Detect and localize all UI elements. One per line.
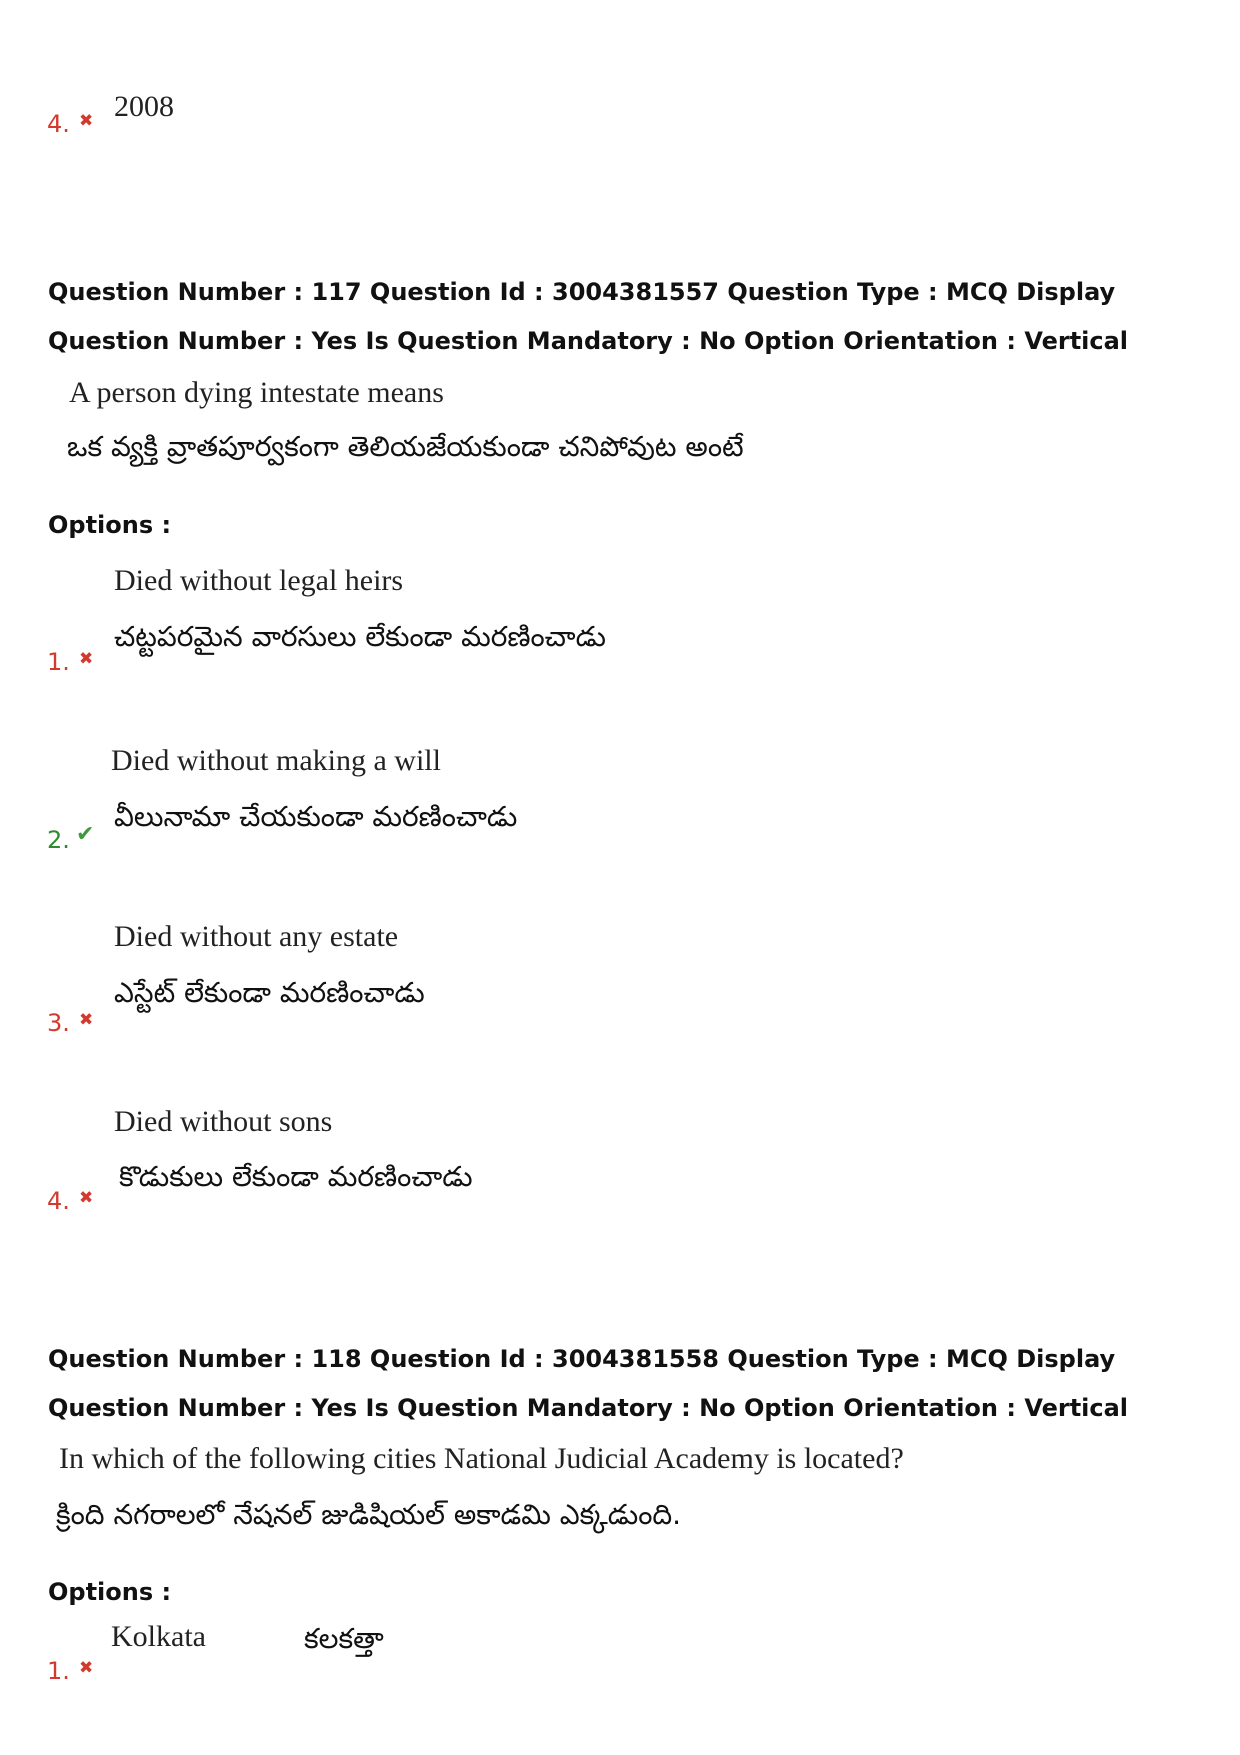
option-number: 1. [47,1657,70,1685]
option-text-te: చట్టపరమైన వారసులు లేకుండా మరణించాడు [114,620,606,653]
question-text-te-118: క్రింది నగరాలలో నేషనల్ జుడిషియల్ అకాడమి ఎక్కడుంది. [56,1498,682,1531]
option-number: 4. [47,1187,70,1215]
wrong-mark-icon: ✖ [79,111,94,131]
question-text-en-118: In which of the following cities National Judicial Academy is located? [59,1442,904,1475]
option-text-en: Died without making a will [111,744,441,777]
option-text-en: Died without any estate [114,920,399,953]
wrong-mark-icon: ✖ [79,1188,94,1208]
option-number: 1. [47,648,70,676]
question-text-en-117: A person dying intestate means [69,376,444,409]
option-number: 2. [47,826,70,854]
option-text-te: కొడుకులు లేకుండా మరణించాడు [119,1160,473,1193]
options-label: Options : [48,1578,172,1606]
option-text: 2008 [114,90,174,123]
option-text-en: Died without legal heirs [114,564,404,597]
option-text-te: కలకత్తా [304,1622,384,1655]
correct-check-icon: ✔ [76,822,95,847]
question-meta-118: Question Number : 118 Question Id : 3004381558 Question Type : MCQ Display Question Number : Yes Is Question Mandatory : No Option Orientation : Vertical [48,1345,1129,1422]
option-text-en: Died without sons [114,1105,333,1138]
option-number: 4. [47,110,70,138]
option-text-en: Kolkata [111,1620,206,1653]
option-number: 3. [47,1009,70,1037]
wrong-mark-icon: ✖ [79,1658,94,1678]
option-text-te: వీలునామా చేయకుండా మరణించాడు [114,800,518,833]
options-label: Options : [48,511,172,539]
question-text-te-117: ఒక వ్యక్తి వ్రాతపూర్వకంగా తెలియజేయకుండా చనిపోవుట అంటే [67,430,744,463]
wrong-mark-icon: ✖ [79,649,94,669]
option-text-te: ఎస్టేట్ లేకుండా మరణించాడు [114,976,425,1009]
wrong-mark-icon: ✖ [79,1010,94,1030]
question-meta-117: Question Number : 117 Question Id : 3004381557 Question Type : MCQ Display Question Number : Yes Is Question Mandatory : No Option Orientation : Vertical [48,278,1129,355]
